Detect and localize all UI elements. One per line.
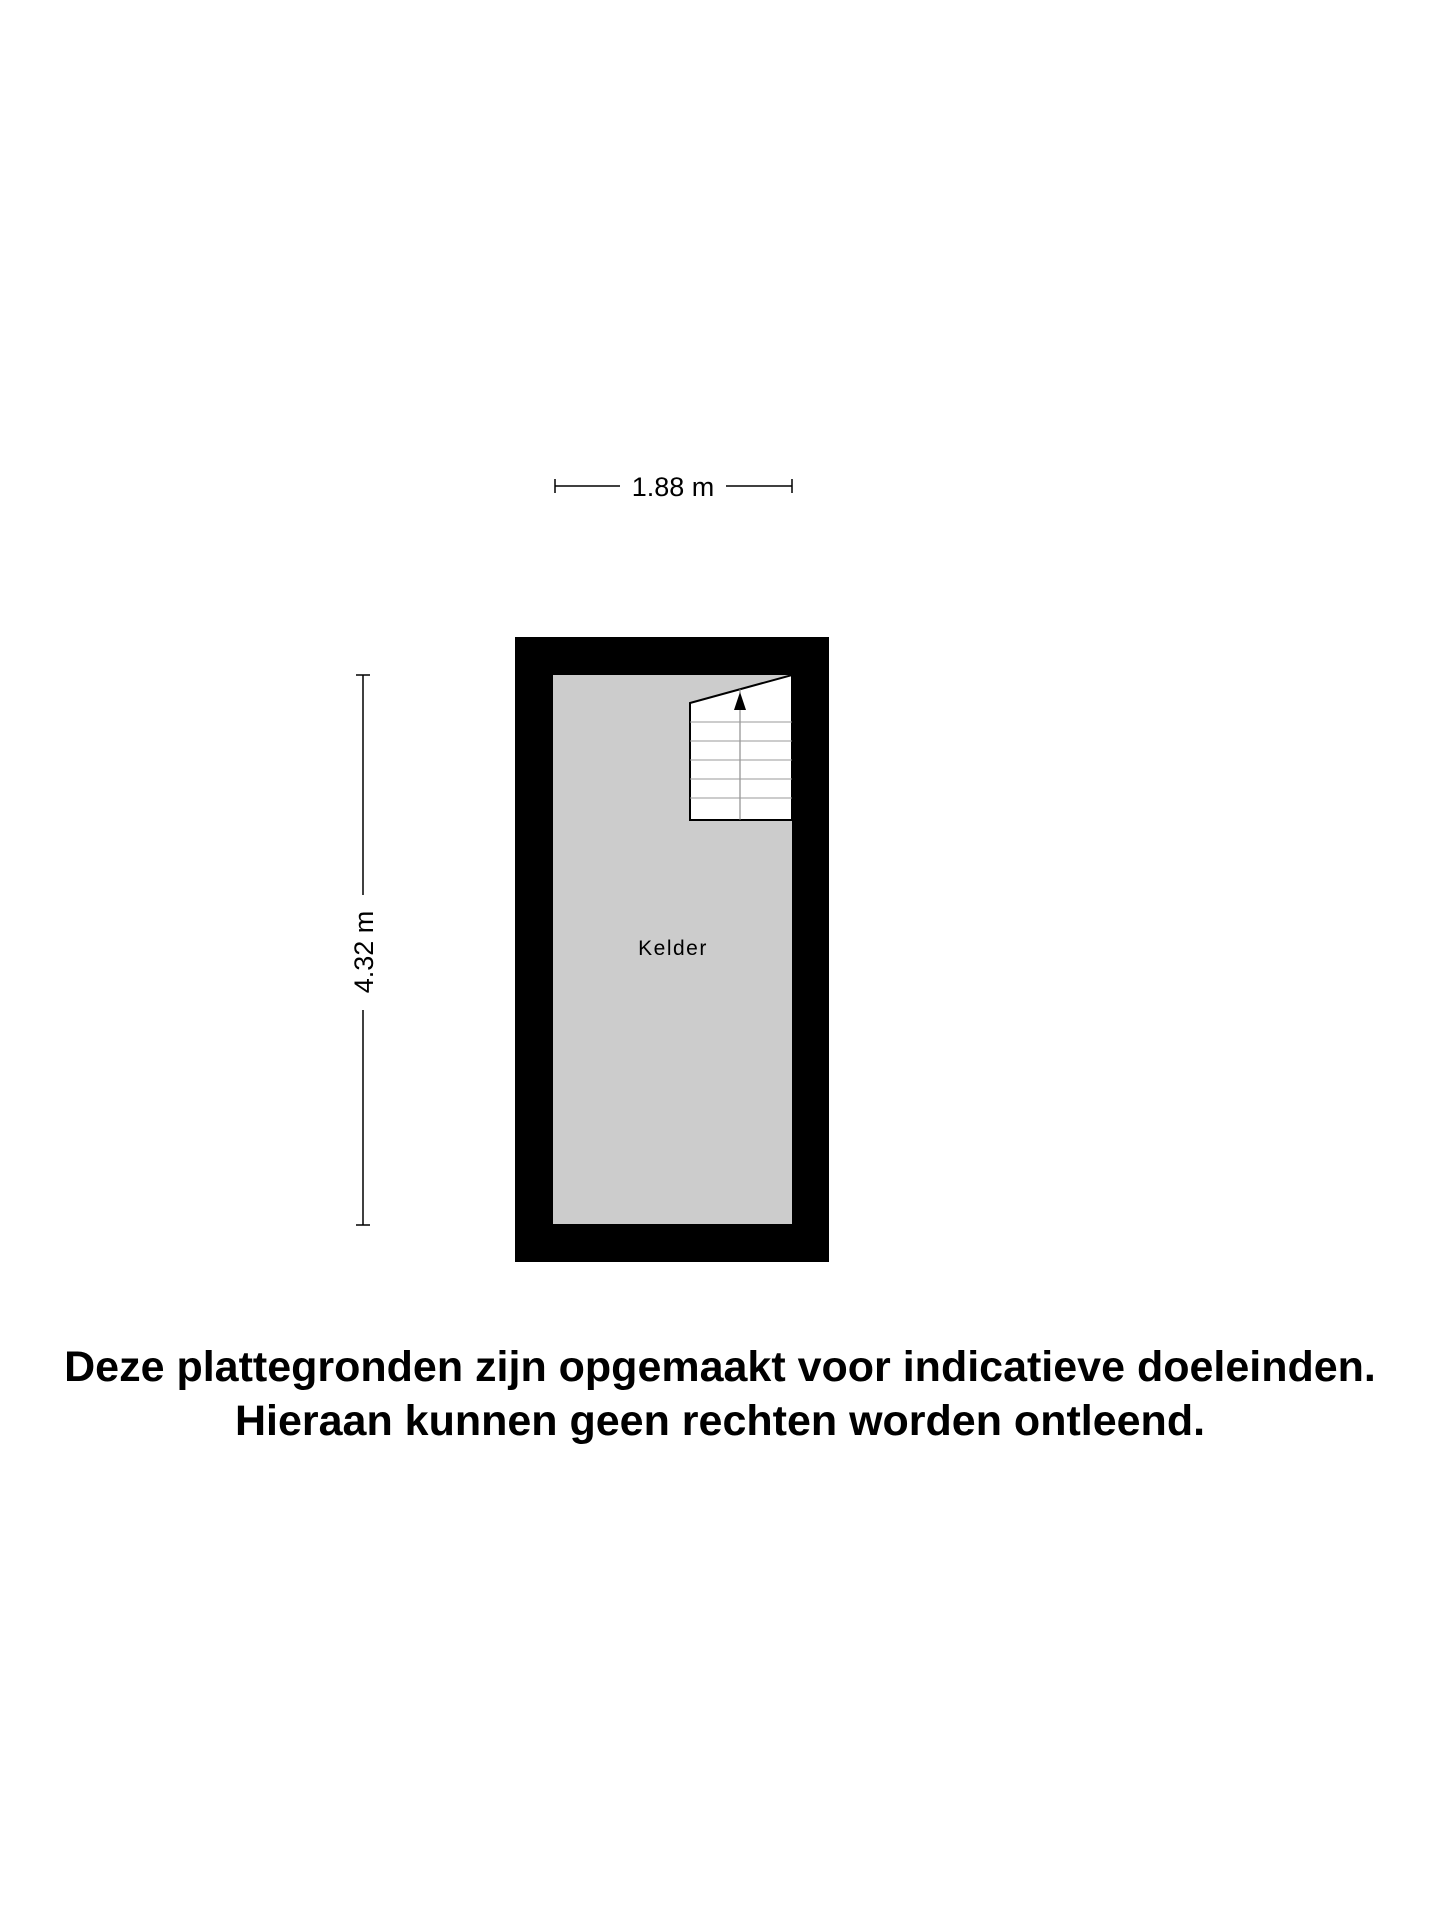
width-dimension-label: 1.88 m <box>631 472 715 502</box>
height-dimension <box>349 675 379 1225</box>
disclaimer-line-1: Deze plattegronden zijn opgemaakt voor indicatieve doeleinden. <box>64 1343 1376 1391</box>
disclaimer <box>0 1340 1440 1448</box>
room-kelder <box>515 637 829 1262</box>
room-label: Kelder <box>638 937 708 960</box>
height-dimension-label: 4.32 m <box>349 910 379 994</box>
disclaimer-line-2: Hieraan kunnen geen rechten worden ontleend. <box>234 1397 1206 1445</box>
width-dimension <box>555 472 792 502</box>
